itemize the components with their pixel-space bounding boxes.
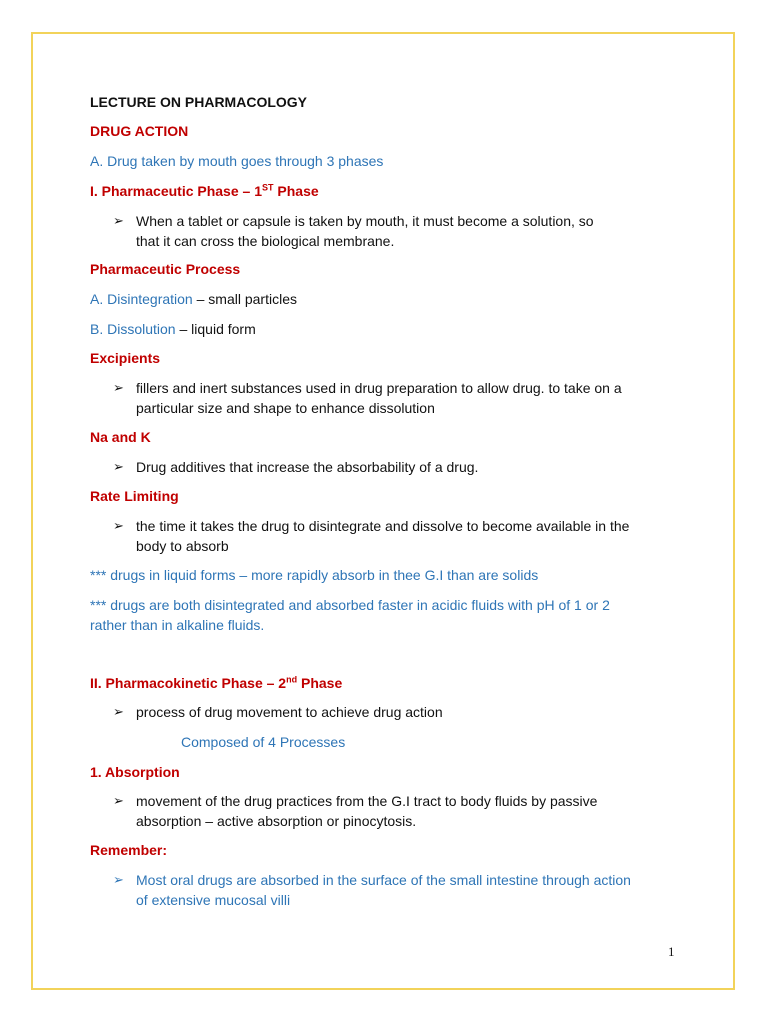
note2-line2: rather than in alkaline fluids. — [90, 617, 265, 633]
phase1-text: I. Pharmaceutic Phase – 1 — [90, 183, 262, 199]
remember-heading: Remember: — [90, 842, 168, 858]
bullet-arrow-icon: ➢ — [113, 704, 124, 719]
page-number: 1 — [668, 944, 675, 959]
phase1-bullet-line2: that it can cross the biological membrane. — [136, 233, 395, 249]
excipients-bullet-text — [136, 378, 677, 418]
note2-line1: *** drugs are both disintegrated and absorbed faster in acidic fluids with pH of 1 or 2 — [90, 597, 610, 613]
phase2-bullet-line1: process of drug movement to achieve drug action — [136, 704, 443, 720]
dissolution-def: – liquid form — [175, 321, 256, 337]
absorption-heading: 1. Absorption — [90, 764, 180, 780]
rate-limiting-heading: Rate Limiting — [90, 488, 179, 504]
phase1-tail: Phase — [273, 183, 319, 199]
rate-limiting-bullet-text — [136, 516, 677, 556]
phase1-sup: ST — [261, 182, 274, 193]
process-item-a — [90, 290, 297, 308]
drug-action-heading: DRUG ACTION — [90, 123, 189, 139]
note-acidic-fluids — [90, 595, 677, 635]
absorption-line1: movement of the drug practices from the G.I tract to body fluids by passive — [136, 793, 598, 809]
pharmaceutic-process-heading: Pharmaceutic Process — [90, 261, 241, 277]
phase1-bullet-text — [136, 211, 677, 251]
bullet-arrow-icon: ➢ — [113, 518, 124, 533]
phase2-subheading: Composed of 4 Processes — [181, 734, 346, 750]
bullet-arrow-icon: ➢ — [113, 872, 124, 887]
process-item-b — [90, 320, 256, 338]
intro-line: A. Drug taken by mouth goes through 3 phases — [90, 153, 384, 169]
phase2-heading — [90, 674, 342, 692]
absorption-line2: absorption – active absorption or pinocytosis. — [136, 813, 417, 829]
rate-limiting-line2: body to absorb — [136, 538, 229, 554]
bullet-arrow-icon: ➢ — [113, 380, 124, 395]
phase2-text: II. Pharmacokinetic Phase – 2 — [90, 675, 287, 691]
excipients-heading: Excipients — [90, 350, 161, 366]
remember-line1: Most oral drugs are absorbed in the surface of the small intestine through action — [136, 872, 631, 888]
remember-line2: of extensive mucosal villi — [136, 892, 291, 908]
bullet-arrow-icon: ➢ — [113, 793, 124, 808]
na-k-line1: Drug additives that increase the absorbability of a drug. — [136, 459, 479, 475]
phase2-sup: nd — [286, 674, 298, 685]
excipients-line1: fillers and inert substances used in drug preparation to allow drug. to take on a — [136, 380, 622, 396]
remember-bullet-text — [136, 870, 677, 910]
disintegration-term: A. Disintegration — [90, 291, 193, 307]
bullet-arrow-icon: ➢ — [113, 213, 124, 228]
phase2-tail: Phase — [297, 675, 343, 691]
disintegration-def: – small particles — [192, 291, 297, 307]
phase1-bullet-line1: When a tablet or capsule is taken by mouth, it must become a solution, so — [136, 213, 594, 229]
phase1-heading — [90, 182, 319, 200]
bullet-arrow-icon: ➢ — [113, 459, 124, 474]
phase2-bullet-text — [136, 702, 677, 722]
absorption-bullet-text — [136, 791, 677, 831]
rate-limiting-line1: the time it takes the drug to disintegrate and dissolve to become available in the — [136, 518, 630, 534]
note-liquid-forms: *** drugs in liquid forms – more rapidly absorb in thee G.I than are solids — [90, 567, 539, 583]
dissolution-term: B. Dissolution — [90, 321, 176, 337]
lecture-title: LECTURE ON PHARMACOLOGY — [90, 94, 307, 110]
excipients-line2: particular size and shape to enhance dissolution — [136, 400, 435, 416]
na-k-bullet-text — [136, 457, 677, 477]
na-k-heading: Na and K — [90, 429, 151, 445]
